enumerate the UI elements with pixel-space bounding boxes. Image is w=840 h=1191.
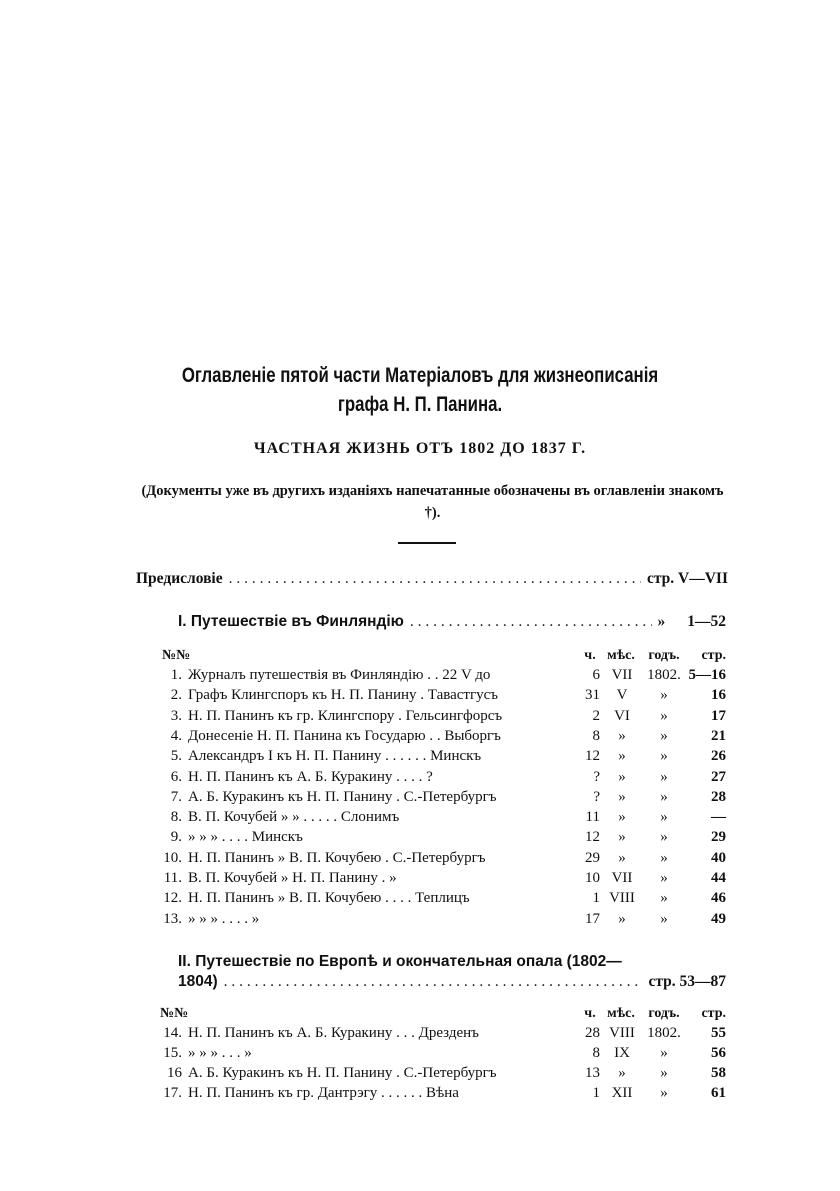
- entry-number: 5.: [170, 748, 182, 765]
- entry-day: 12: [585, 829, 600, 846]
- table-row: [0, 890, 840, 910]
- entry-month: »: [618, 829, 626, 846]
- entry-day: 8: [592, 727, 600, 744]
- entry-number: 12.: [163, 890, 182, 907]
- table-row: [0, 809, 840, 829]
- entry-number: 7.: [170, 788, 182, 805]
- entry-day: 8: [592, 1045, 600, 1061]
- table-row: [0, 789, 840, 809]
- entry-year: »: [660, 707, 668, 724]
- entry-page: 5—16: [688, 667, 726, 683]
- table-row: [0, 850, 840, 870]
- section-2-title-line-2: 1804): [178, 973, 218, 990]
- entry-year: »: [660, 748, 668, 765]
- table-row: [0, 1045, 840, 1065]
- table-row: [0, 1065, 840, 1085]
- table-row: [0, 1085, 840, 1105]
- col-ch-header: ч.: [584, 1006, 596, 1021]
- entry-number: 14.: [163, 1025, 182, 1041]
- col-month-header: мѣс.: [607, 1006, 635, 1021]
- entry-page: —: [711, 809, 726, 826]
- preface-pages: стр. V—VII: [646, 570, 728, 587]
- entry-day: 11: [585, 809, 600, 826]
- table-row: [0, 1025, 840, 1045]
- entry-text: » » » . . . . Минскъ: [188, 829, 303, 846]
- entry-text: » » » . . . »: [188, 1045, 252, 1061]
- entry-text: Н. П. Панинъ къ гр. Клингспору . Гельсингфорсъ: [188, 707, 503, 724]
- entry-day: 6: [592, 667, 600, 683]
- entry-number: 13.: [163, 910, 182, 927]
- leader-dots: [229, 570, 641, 588]
- entry-number: 16: [167, 1065, 182, 1081]
- entry-number: 6.: [170, 768, 182, 785]
- table-row: [0, 708, 840, 728]
- table-row: [0, 769, 840, 789]
- entry-page: 49: [711, 910, 726, 927]
- table-row: [0, 870, 840, 890]
- entry-month: XII: [611, 1085, 633, 1101]
- entry-month: »: [618, 849, 626, 866]
- col-page-header: стр.: [701, 1006, 726, 1021]
- entry-day: 1: [592, 890, 600, 907]
- entry-year: »: [660, 687, 668, 704]
- entry-day: 13: [585, 1065, 600, 1081]
- table-row: [0, 829, 840, 849]
- entry-text: Н. П. Панинъ къ А. Б. Куракину . . . Дрезденъ: [188, 1025, 479, 1041]
- entry-month: VIII: [609, 890, 635, 907]
- entry-month: »: [618, 727, 626, 744]
- entry-text: Графъ Клингспоръ къ Н. П. Панину . Тавастгусъ: [188, 687, 499, 704]
- entry-text: Н. П. Панинъ » В. П. Кочубею . . . . Теплицъ: [188, 890, 470, 907]
- entry-number: 15.: [163, 1045, 182, 1061]
- entry-month: »: [618, 748, 626, 765]
- entry-number: 17.: [163, 1085, 182, 1101]
- entry-day: 29: [585, 849, 600, 866]
- entry-year: »: [660, 727, 668, 744]
- section-1-ditto: »: [657, 613, 666, 630]
- entry-year: »: [660, 910, 668, 927]
- entry-day: 1: [592, 1085, 600, 1101]
- entry-month: VI: [614, 707, 630, 724]
- entry-text: Донесеніе Н. П. Панина къ Государю . . Выборгъ: [188, 727, 501, 744]
- col-year-header: годъ.: [648, 1006, 680, 1021]
- entry-text: Н. П. Панинъ » В. П. Кочубею . С.-Петербургъ: [188, 849, 486, 866]
- section-1-heading: [178, 613, 726, 631]
- entry-text: Н. П. Панинъ къ гр. Дантрэгу . . . . . . Вѣна: [188, 1085, 459, 1101]
- entry-page: 26: [711, 748, 726, 765]
- divider: [398, 542, 456, 544]
- table-row: [0, 687, 840, 707]
- section-2-title-line-1: II. Путешествіе по Европѣ и окончательная опала (1802—: [178, 953, 622, 970]
- entry-year: »: [660, 768, 668, 785]
- table-row: [0, 667, 840, 687]
- entry-year: »: [660, 890, 668, 907]
- entry-year: »: [660, 849, 668, 866]
- entry-month: »: [618, 1065, 626, 1081]
- entry-number: 9.: [170, 829, 182, 846]
- entry-year: 1802.: [647, 1025, 681, 1041]
- preface-label: Предисловіе: [136, 570, 223, 587]
- section-2-column-header: [0, 1006, 840, 1026]
- entry-page: 61: [711, 1085, 726, 1101]
- entry-day: 31: [585, 687, 600, 704]
- entry-month: »: [618, 768, 626, 785]
- entry-month: VIII: [609, 1025, 635, 1041]
- table-row: [0, 748, 840, 768]
- entry-page: 46: [711, 890, 726, 907]
- col-month-header: мѣс.: [607, 648, 635, 663]
- subtitle: ЧАСТНАЯ ЖИЗНЬ ОТЪ 1802 ДО 1837 Г.: [253, 440, 587, 457]
- page-title-line-1: Оглавленіе пятой части Матеріаловъ для жизнеописанія: [181, 364, 659, 387]
- entry-year: »: [660, 809, 668, 826]
- section-2-pages: стр. 53—87: [648, 973, 726, 990]
- entry-year: »: [660, 829, 668, 846]
- col-number-header: №№: [160, 1006, 189, 1021]
- entry-day: 10: [585, 870, 600, 886]
- entry-text: А. Б. Куракинъ къ Н. П. Панину . С.-Петербургъ: [188, 788, 497, 805]
- entry-page: 17: [711, 707, 726, 724]
- entry-month: »: [618, 788, 626, 805]
- entry-day: 28: [585, 1025, 600, 1041]
- section-1-title: I. Путешествіе въ Финляндію: [178, 613, 404, 630]
- entry-text: Н. П. Панинъ къ А. Б. Куракину . . . . ?: [188, 768, 433, 785]
- entry-day: 12: [585, 748, 600, 765]
- entry-year: 1802.: [647, 667, 681, 683]
- entry-text: В. П. Кочубей » Н. П. Панину . »: [188, 870, 397, 886]
- entry-month: IX: [614, 1045, 630, 1061]
- entry-month: V: [616, 687, 628, 704]
- entry-day: 2: [592, 707, 600, 724]
- entry-number: 1.: [170, 667, 182, 683]
- entry-text: » » » . . . . »: [188, 910, 260, 927]
- entry-year: »: [660, 1085, 668, 1101]
- entry-page: 28: [711, 788, 726, 805]
- col-year-header: годъ.: [648, 648, 680, 663]
- section-2-heading: [178, 973, 726, 991]
- entry-day: ?: [593, 788, 600, 805]
- entry-month: VII: [611, 870, 633, 886]
- preface-entry: [136, 570, 728, 588]
- entry-text: Журналъ путешествія въ Финляндію . . 22 V до: [188, 667, 491, 683]
- col-ch-header: ч.: [584, 648, 596, 663]
- entry-page: 44: [711, 870, 726, 886]
- table-row: [0, 728, 840, 748]
- entry-month: »: [618, 910, 626, 927]
- entry-day: ?: [593, 768, 600, 785]
- section-1-column-header: [0, 648, 840, 668]
- entry-year: »: [660, 870, 668, 886]
- entry-page: 40: [711, 849, 726, 866]
- section-1-pages: 1—52: [687, 613, 726, 630]
- entry-text: Александръ I къ Н. П. Панину . . . . . . Минскъ: [188, 748, 482, 765]
- entry-number: 4.: [170, 727, 182, 744]
- entry-number: 11.: [163, 870, 182, 886]
- entry-year: »: [660, 1065, 668, 1081]
- editorial-note: (Документы уже въ другихъ изданіяхъ напечатанные обозначены въ оглавленіи знакомъ †).: [141, 483, 724, 521]
- leader-dots: [410, 613, 652, 631]
- entry-page: 56: [711, 1045, 726, 1061]
- entry-text: А. Б. Куракинъ къ Н. П. Панину . С.-Петербургъ: [188, 1065, 497, 1081]
- entry-page: 55: [711, 1025, 726, 1041]
- entry-page: 29: [711, 829, 726, 846]
- page-title-line-2: графа Н. П. Панина.: [337, 393, 503, 416]
- entry-page: 21: [711, 727, 726, 744]
- col-page-header: стр.: [701, 648, 726, 663]
- entry-number: 3.: [170, 707, 182, 724]
- entry-page: 27: [711, 768, 726, 785]
- entry-number: 8.: [170, 809, 182, 826]
- entry-page: 58: [711, 1065, 726, 1081]
- entry-month: VII: [611, 667, 633, 683]
- entry-year: »: [660, 1045, 668, 1061]
- entry-month: »: [618, 809, 626, 826]
- entry-number: 10.: [163, 849, 182, 866]
- entry-text: В. П. Кочубей » » . . . . . Слонимъ: [188, 809, 400, 826]
- entry-day: 17: [585, 910, 600, 927]
- entry-year: »: [660, 788, 668, 805]
- col-number-header: №№: [162, 648, 191, 663]
- table-row: [0, 911, 840, 931]
- entry-page: 16: [711, 687, 726, 704]
- leader-dots: [224, 973, 643, 991]
- entry-number: 2.: [170, 687, 182, 704]
